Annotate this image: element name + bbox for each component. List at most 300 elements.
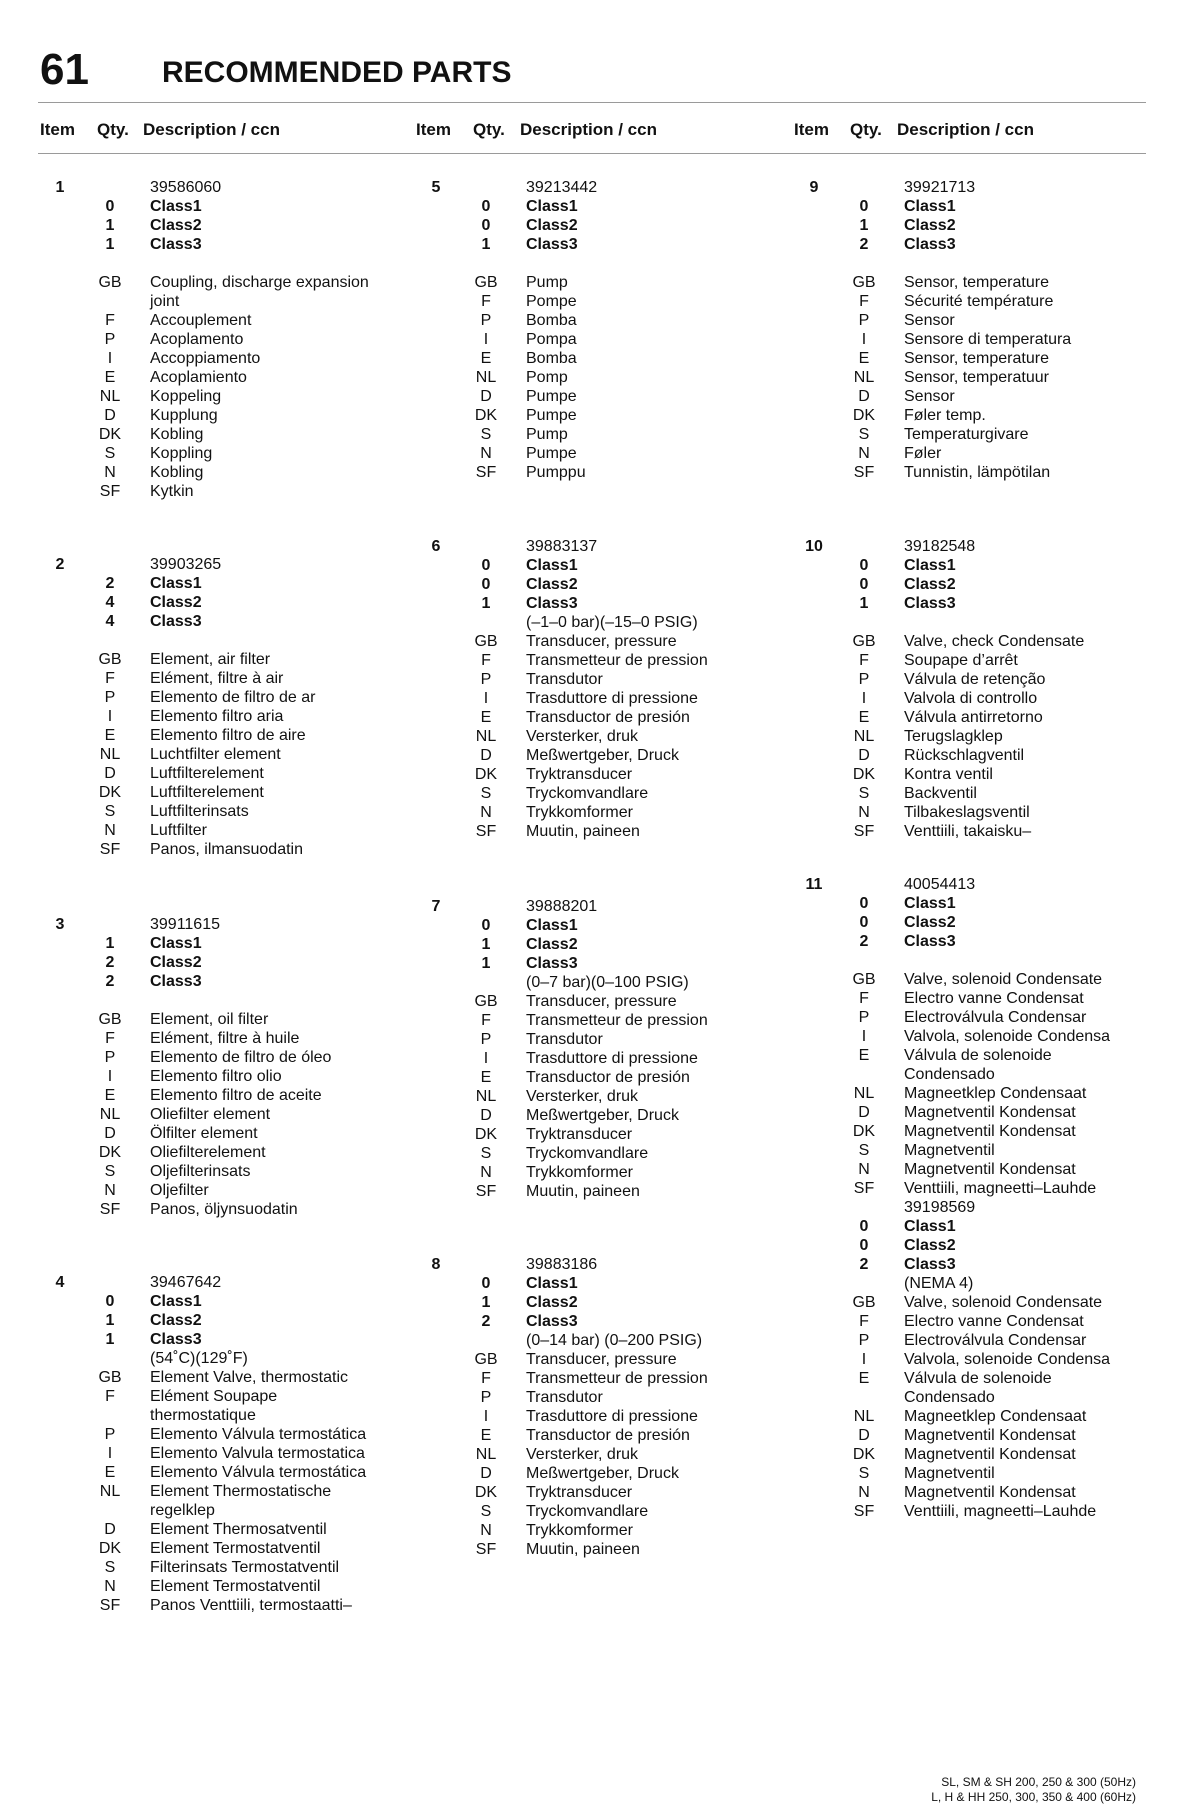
language-code: F xyxy=(481,1012,491,1029)
language-code: P xyxy=(480,1031,492,1048)
language-code: N xyxy=(104,464,116,481)
language-code: E xyxy=(858,1370,870,1387)
part-line xyxy=(45,482,405,501)
part-line xyxy=(421,1388,781,1407)
part-line xyxy=(421,727,781,746)
part-line xyxy=(421,897,781,916)
description-text: Class2 xyxy=(526,936,578,953)
part-entry xyxy=(799,875,1159,1521)
language-code: S xyxy=(480,1145,492,1162)
part-line xyxy=(421,613,781,632)
description-text: Muutin, paineen xyxy=(526,1541,640,1558)
language-code: F xyxy=(105,312,115,329)
description-text: Válvula de solenoide xyxy=(904,1047,1052,1064)
part-entry xyxy=(45,1273,405,1615)
qty-value: 0 xyxy=(859,914,869,931)
part-line xyxy=(799,330,1159,349)
part-entry xyxy=(421,1255,781,1559)
language-code: P xyxy=(104,1426,116,1443)
language-code: F xyxy=(481,293,491,310)
description-text: Tryckomvandlare xyxy=(526,785,649,802)
description-text: 39467642 xyxy=(150,1274,222,1291)
description-text: Válvula de solenoide xyxy=(904,1370,1052,1387)
part-line xyxy=(421,406,781,425)
description-text: Luftfilterelement xyxy=(150,784,264,801)
part-line xyxy=(45,235,405,254)
part-line xyxy=(421,594,781,613)
description-text: Transductor de presión xyxy=(526,1427,690,1444)
language-code: NL xyxy=(475,1446,497,1463)
language-code: N xyxy=(480,804,492,821)
part-line xyxy=(421,349,781,368)
language-code: SF xyxy=(99,1201,121,1218)
qty-value: 1 xyxy=(481,955,491,972)
part-line xyxy=(421,444,781,463)
part-line xyxy=(421,1445,781,1464)
qty-value: 2 xyxy=(859,236,869,253)
part-line xyxy=(799,727,1159,746)
qty-value: 0 xyxy=(481,1275,491,1292)
part-line xyxy=(799,708,1159,727)
description-text: Sensor, temperature xyxy=(904,274,1049,291)
part-line xyxy=(799,197,1159,216)
description-text: Elemento filtro de aire xyxy=(150,727,306,744)
language-code: N xyxy=(480,445,492,462)
col-header-item: Item xyxy=(40,120,75,139)
part-line xyxy=(45,349,405,368)
language-code: DK xyxy=(474,1484,498,1501)
part-line xyxy=(799,178,1159,197)
part-line xyxy=(45,1463,405,1482)
description-text: Koppling xyxy=(150,445,213,462)
language-code: P xyxy=(104,1049,116,1066)
part-line xyxy=(45,1048,405,1067)
language-code: F xyxy=(859,990,869,1007)
description-text: Pumpe xyxy=(526,388,577,405)
description-text: Class2 xyxy=(526,1294,578,1311)
qty-value: 1 xyxy=(105,236,115,253)
description-text: Elemento de filtro de óleo xyxy=(150,1049,332,1066)
col-header-qty: Qty. xyxy=(97,120,129,139)
part-line xyxy=(799,875,1159,894)
language-code: DK xyxy=(474,407,498,424)
description-text: Válvula antirretorno xyxy=(904,709,1043,726)
language-code: SF xyxy=(475,823,497,840)
part-line xyxy=(421,330,781,349)
description-text: Condensado xyxy=(904,1389,995,1406)
description-text: Class2 xyxy=(150,954,202,971)
col-header-item: Item xyxy=(416,120,451,139)
language-code: I xyxy=(483,1050,489,1067)
part-line xyxy=(45,915,405,934)
description-text: Oljefilter xyxy=(150,1182,209,1199)
language-code: GB xyxy=(852,971,876,988)
qty-value: 0 xyxy=(859,557,869,574)
part-line xyxy=(799,1255,1159,1274)
description-text: Element, air filter xyxy=(150,651,271,668)
description-text: Class1 xyxy=(150,575,202,592)
description-text: Tryktransducer xyxy=(526,766,633,783)
description-text: Muutin, paineen xyxy=(526,1183,640,1200)
description-text: 39921713 xyxy=(904,179,976,196)
part-line xyxy=(799,1445,1159,1464)
part-line xyxy=(421,1293,781,1312)
part-line xyxy=(45,1444,405,1463)
description-text: Koppeling xyxy=(150,388,222,405)
part-line xyxy=(421,1540,781,1559)
part-line xyxy=(421,1068,781,1087)
description-text: Føler xyxy=(904,445,942,462)
language-code: GB xyxy=(852,1294,876,1311)
qty-value: 2 xyxy=(859,933,869,950)
language-code: GB xyxy=(852,633,876,650)
description-text: Class3 xyxy=(526,595,578,612)
description-text: Electro vanne Condensat xyxy=(904,990,1084,1007)
page-number: 61 xyxy=(40,45,89,94)
description-text: Magnetventil xyxy=(904,1142,995,1159)
description-text: Pomp xyxy=(526,369,568,386)
language-code: GB xyxy=(98,651,122,668)
part-line xyxy=(421,1426,781,1445)
language-code: SF xyxy=(99,841,121,858)
spacer xyxy=(799,951,1159,970)
description-text: Class3 xyxy=(526,955,578,972)
part-line xyxy=(45,1162,405,1181)
part-line xyxy=(45,1406,405,1425)
language-code: I xyxy=(861,331,867,348)
part-line xyxy=(799,425,1159,444)
part-line xyxy=(799,894,1159,913)
spacer xyxy=(799,613,1159,632)
description-text: Trykkomformer xyxy=(526,1164,633,1181)
language-code: I xyxy=(861,1028,867,1045)
part-line xyxy=(799,822,1159,841)
description-text: Sécurité température xyxy=(904,293,1054,310)
part-line xyxy=(421,1350,781,1369)
description-text: Class3 xyxy=(150,1331,202,1348)
description-text: 39586060 xyxy=(150,179,222,196)
description-text: Magnetventil Kondensat xyxy=(904,1123,1076,1140)
col-header-description: Description / ccn xyxy=(520,120,657,139)
description-text: Magnetventil xyxy=(904,1465,995,1482)
part-line xyxy=(421,935,781,954)
part-line xyxy=(45,1482,405,1501)
part-line xyxy=(421,1049,781,1068)
description-text: Class1 xyxy=(904,557,956,574)
part-line xyxy=(421,954,781,973)
language-code: E xyxy=(858,709,870,726)
description-text: Elemento Válvula termostática xyxy=(150,1426,367,1443)
description-text: Class3 xyxy=(150,973,202,990)
description-text: Class1 xyxy=(526,917,578,934)
part-line xyxy=(799,1464,1159,1483)
part-line xyxy=(421,1521,781,1540)
part-line xyxy=(799,1084,1159,1103)
part-line xyxy=(799,594,1159,613)
language-code: E xyxy=(480,709,492,726)
description-text: Class3 xyxy=(150,613,202,630)
description-text: Class2 xyxy=(904,217,956,234)
part-line xyxy=(799,1065,1159,1084)
description-text: Element Thermostatische xyxy=(150,1483,332,1500)
part-entry xyxy=(45,555,405,859)
language-code: NL xyxy=(853,1085,875,1102)
part-line xyxy=(799,1369,1159,1388)
description-text: Oliefilter element xyxy=(150,1106,271,1123)
part-line xyxy=(45,1368,405,1387)
qty-value: 2 xyxy=(859,1256,869,1273)
part-line xyxy=(799,1103,1159,1122)
language-code: NL xyxy=(99,1106,121,1123)
description-text: Transmetteur de pression xyxy=(526,652,708,669)
part-line xyxy=(799,913,1159,932)
qty-value: 0 xyxy=(481,557,491,574)
language-code: DK xyxy=(852,1123,876,1140)
description-text: Class1 xyxy=(904,895,956,912)
part-line xyxy=(45,1387,405,1406)
part-line xyxy=(421,1106,781,1125)
description-text: Class2 xyxy=(904,914,956,931)
col-header-item: Item xyxy=(794,120,829,139)
qty-value: 0 xyxy=(859,576,869,593)
part-line xyxy=(421,537,781,556)
description-text: Versterker, druk xyxy=(526,728,639,745)
language-code: DK xyxy=(474,766,498,783)
item-number: 9 xyxy=(809,179,819,196)
description-text: 39883137 xyxy=(526,538,598,555)
description-text: (–1–0 bar)(–15–0 PSIG) xyxy=(526,614,698,631)
language-code: E xyxy=(104,727,116,744)
qty-value: 0 xyxy=(481,576,491,593)
description-text: Panos, öljynsuodatin xyxy=(150,1201,298,1218)
description-text: 40054413 xyxy=(904,876,976,893)
language-code: SF xyxy=(853,1503,875,1520)
language-code: F xyxy=(105,1388,115,1405)
language-code: DK xyxy=(98,784,122,801)
description-text: Valve, check Condensate xyxy=(904,633,1085,650)
description-text: Backventil xyxy=(904,785,977,802)
part-entry xyxy=(421,537,781,841)
description-text: (NEMA 4) xyxy=(904,1275,974,1292)
part-line xyxy=(421,1163,781,1182)
language-code: S xyxy=(858,785,870,802)
part-line xyxy=(421,368,781,387)
language-code: S xyxy=(480,426,492,443)
part-line xyxy=(45,1292,405,1311)
description-text: Accoppiamento xyxy=(150,350,261,367)
description-text: Luftfilterelement xyxy=(150,765,264,782)
language-code: NL xyxy=(475,369,497,386)
part-line xyxy=(799,1407,1159,1426)
language-code: E xyxy=(480,1069,492,1086)
description-text: Transductor de presión xyxy=(526,709,690,726)
description-text: Tryckomvandlare xyxy=(526,1145,649,1162)
language-code: P xyxy=(858,312,870,329)
description-text: Filterinsats Termostatventil xyxy=(150,1559,340,1576)
part-line xyxy=(45,612,405,631)
part-line xyxy=(799,670,1159,689)
part-line xyxy=(45,1067,405,1086)
part-line xyxy=(421,387,781,406)
language-code: S xyxy=(858,1142,870,1159)
language-code: DK xyxy=(98,1144,122,1161)
part-line xyxy=(421,1030,781,1049)
language-code: F xyxy=(859,652,869,669)
part-line xyxy=(45,1330,405,1349)
part-line xyxy=(45,783,405,802)
description-text: 39911615 xyxy=(150,916,220,933)
qty-value: 0 xyxy=(105,198,115,215)
spacer xyxy=(421,254,781,273)
part-line xyxy=(421,1011,781,1030)
description-text: Pump xyxy=(526,274,568,291)
language-code: GB xyxy=(98,274,122,291)
part-line xyxy=(421,803,781,822)
description-text: Element Termostatventil xyxy=(150,1540,321,1557)
spacer xyxy=(799,254,1159,273)
part-line xyxy=(421,689,781,708)
description-text: 39198569 xyxy=(904,1199,976,1216)
part-line xyxy=(421,708,781,727)
part-line xyxy=(421,1369,781,1388)
description-text: Transducer, pressure xyxy=(526,993,677,1010)
part-line xyxy=(45,1010,405,1029)
language-code: F xyxy=(105,670,115,687)
part-line xyxy=(45,292,405,311)
part-line xyxy=(45,840,405,859)
language-code: D xyxy=(104,765,116,782)
part-line xyxy=(421,273,781,292)
part-line xyxy=(45,425,405,444)
part-line xyxy=(799,1027,1159,1046)
part-line xyxy=(45,650,405,669)
part-line xyxy=(799,784,1159,803)
part-line xyxy=(799,1046,1159,1065)
description-text: Class2 xyxy=(526,217,578,234)
language-code: P xyxy=(480,312,492,329)
part-line xyxy=(421,651,781,670)
description-text: Kobling xyxy=(150,426,204,443)
description-text: Sensor, temperature xyxy=(904,350,1049,367)
description-text: Electro vanne Condensat xyxy=(904,1313,1084,1330)
qty-value: 1 xyxy=(105,217,115,234)
description-text: (54˚C)(129˚F) xyxy=(150,1350,248,1367)
part-line xyxy=(45,444,405,463)
language-code: D xyxy=(858,747,870,764)
part-line xyxy=(421,292,781,311)
description-text: Soupape d’arrêt xyxy=(904,652,1018,669)
part-line xyxy=(45,707,405,726)
part-line xyxy=(45,1596,405,1615)
description-text: Electroválvula Condensar xyxy=(904,1009,1087,1026)
language-code: GB xyxy=(474,1351,498,1368)
part-line xyxy=(421,1331,781,1350)
part-line xyxy=(421,822,781,841)
language-code: D xyxy=(480,1465,492,1482)
item-number: 8 xyxy=(431,1256,441,1273)
part-entry xyxy=(45,915,405,1219)
part-line xyxy=(45,463,405,482)
part-line xyxy=(421,1407,781,1426)
language-code: SF xyxy=(99,483,121,500)
part-line xyxy=(421,1125,781,1144)
part-line xyxy=(421,916,781,935)
description-text: Oliefilterelement xyxy=(150,1144,266,1161)
language-code: N xyxy=(480,1522,492,1539)
language-code: SF xyxy=(475,464,497,481)
description-text: Bomba xyxy=(526,350,577,367)
description-text: Trasduttore di pressione xyxy=(526,690,698,707)
description-text: Luftfilter xyxy=(150,822,207,839)
language-code: NL xyxy=(99,1483,121,1500)
description-text: Elément Soupape xyxy=(150,1388,278,1405)
description-text: Ölfilter element xyxy=(150,1125,258,1142)
description-text: Magnetventil Kondensat xyxy=(904,1427,1076,1444)
language-code: SF xyxy=(853,1180,875,1197)
description-text: Element Termostatventil xyxy=(150,1578,321,1595)
language-code: S xyxy=(480,1503,492,1520)
language-code: NL xyxy=(853,369,875,386)
part-line xyxy=(799,1122,1159,1141)
part-line xyxy=(421,992,781,1011)
description-text: Terugslagklep xyxy=(904,728,1003,745)
language-code: F xyxy=(481,1370,491,1387)
description-text: Sensor, temperatuur xyxy=(904,369,1049,386)
part-line xyxy=(799,556,1159,575)
language-code: N xyxy=(104,822,116,839)
description-text: Transductor de presión xyxy=(526,1069,690,1086)
description-text: Transdutor xyxy=(526,1389,603,1406)
description-text: Class3 xyxy=(904,236,956,253)
description-text: Trasduttore di pressione xyxy=(526,1050,698,1067)
description-text: Transducer, pressure xyxy=(526,633,677,650)
part-line xyxy=(799,537,1159,556)
language-code: E xyxy=(104,369,116,386)
part-line xyxy=(799,1293,1159,1312)
language-code: N xyxy=(104,1182,116,1199)
qty-value: 2 xyxy=(105,954,115,971)
part-line xyxy=(799,349,1159,368)
description-text: Kobling xyxy=(150,464,204,481)
language-code: I xyxy=(107,1068,113,1085)
page-title: RECOMMENDED PARTS xyxy=(162,56,512,89)
language-code: S xyxy=(480,785,492,802)
description-text: Sensore di temperatura xyxy=(904,331,1072,348)
description-text: Versterker, druk xyxy=(526,1446,639,1463)
part-line xyxy=(45,178,405,197)
description-text: Pumpe xyxy=(526,407,577,424)
description-text: Class1 xyxy=(150,198,202,215)
part-line xyxy=(45,1520,405,1539)
language-code: E xyxy=(858,1047,870,1064)
qty-value: 0 xyxy=(859,1218,869,1235)
qty-value: 0 xyxy=(859,895,869,912)
part-line xyxy=(799,1426,1159,1445)
language-code: D xyxy=(480,1107,492,1124)
language-code: GB xyxy=(474,993,498,1010)
language-code: I xyxy=(107,350,113,367)
part-line xyxy=(45,1349,405,1368)
part-line xyxy=(421,973,781,992)
qty-value: 1 xyxy=(859,217,869,234)
part-line xyxy=(799,575,1159,594)
language-code: I xyxy=(483,1408,489,1425)
part-line xyxy=(45,745,405,764)
language-code: F xyxy=(481,652,491,669)
part-line xyxy=(45,1577,405,1596)
col-header-qty: Qty. xyxy=(473,120,505,139)
part-line xyxy=(45,764,405,783)
